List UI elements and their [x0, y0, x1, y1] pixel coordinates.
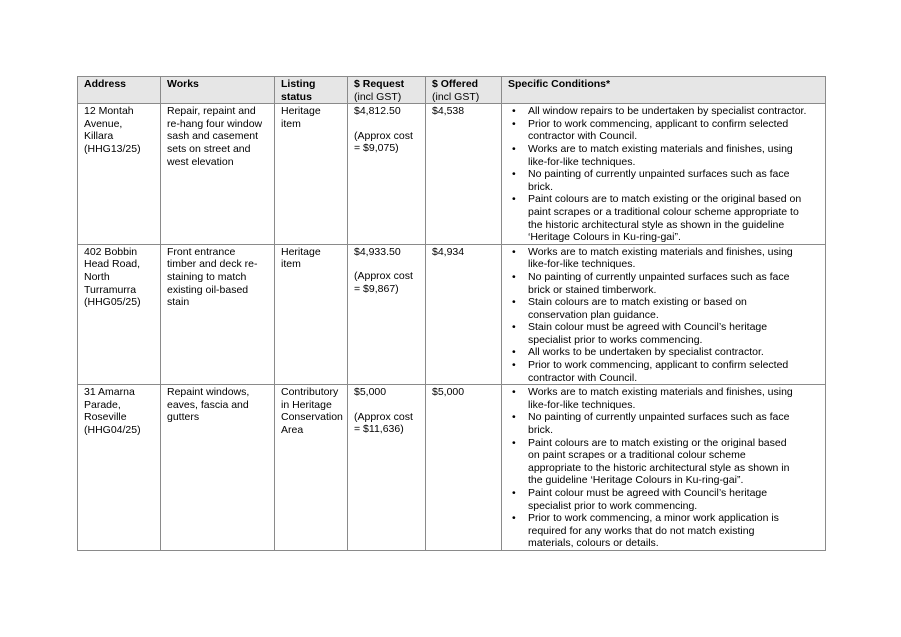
works-line: timber and deck re- — [167, 258, 258, 271]
works-line: west elevation — [167, 155, 234, 168]
approx-cost-line: (Approx cost — [354, 410, 413, 423]
header-listing-status: Listing status — [275, 77, 348, 104]
works-cell — [161, 385, 275, 551]
conditions-cell — [502, 104, 826, 245]
offered-cell — [426, 385, 502, 551]
status-line: in Heritage — [281, 398, 332, 411]
works-line: sash and casement — [167, 130, 259, 143]
condition-item: • Paint colours are to match existing or the original based on paint scrapes or a traditional colour scheme appropriate to the historic architectural style as shown in the guideline ‘Heritage Colours in Ku-ring-gai”. — [508, 193, 820, 243]
address-line: (HHG05/25) — [84, 296, 141, 309]
status-line: Area — [281, 424, 304, 437]
address-line: Avenue, — [84, 117, 123, 130]
status-line: Conservation — [281, 411, 343, 424]
works-line: eaves, fascia and — [167, 398, 249, 411]
works-line: Front entrance — [167, 245, 236, 258]
address-line: 12 Montah — [84, 105, 134, 118]
approx-cost-line: (Approx cost — [354, 270, 413, 283]
condition-item: • Prior to work commencing, applicant to confirm selected contractor with Council. — [508, 118, 820, 143]
works-line: stain — [167, 296, 190, 309]
request-cell — [348, 104, 426, 245]
works-line: re-hang four window — [167, 117, 263, 130]
status-line: Contributory — [281, 386, 339, 399]
condition-item: • No painting of currently unpainted surfaces such as face brick. — [508, 411, 820, 436]
request-amount: $4,812.50 — [354, 105, 401, 118]
condition-item: • Prior to work commencing, a minor work application is required for any works that do not match existing materials, colours or details. — [508, 512, 820, 550]
offered-amount: $5,000 — [432, 386, 465, 399]
header-request: $ Request (incl GST) — [348, 77, 426, 104]
request-amount: $4,933.50 — [354, 245, 401, 258]
status-line: item — [281, 258, 301, 271]
condition-item: • No painting of currently unpainted surfaces such as face brick or stained timberwork. — [508, 271, 820, 296]
approx-cost-line: = $9,867) — [354, 282, 399, 295]
condition-item: • Paint colours are to match existing or the original based on paint scrapes or a traditional colour scheme appropriate to the historic architectural style as shown in the guideline ‘Heritage Colours in Ku-ring-gai”. — [508, 437, 820, 487]
status-line: Heritage — [281, 245, 321, 258]
works-line: Repair, repaint and — [167, 105, 256, 118]
condition-item: • Stain colours are to match existing or based on conservation plan guidance. — [508, 296, 820, 321]
conditions-list — [508, 386, 820, 550]
condition-item: • Works are to match existing materials and finishes, using like-for-like techniques. — [508, 246, 820, 271]
address-line: Roseville — [84, 411, 127, 424]
address-line: Turramurra — [84, 283, 137, 296]
request-cell — [348, 244, 426, 385]
conditions-list — [508, 246, 820, 385]
conditions-cell — [502, 385, 826, 551]
conditions-cell — [502, 244, 826, 385]
header-specific-conditions: Specific Conditions* — [502, 77, 826, 104]
address-cell — [78, 385, 161, 551]
table-row — [78, 104, 826, 245]
works-line: existing oil-based — [167, 283, 249, 296]
address-line: Head Road, — [84, 258, 141, 271]
address-line: 402 Bobbin — [84, 245, 138, 258]
status-line: item — [281, 117, 301, 130]
condition-item: • Paint colour must be agreed with Council’s heritage specialist prior to work commencing. — [508, 487, 820, 512]
offered-cell — [426, 244, 502, 385]
listing-status-cell — [275, 104, 348, 245]
table-row — [78, 385, 826, 551]
listing-status-cell — [275, 385, 348, 551]
request-cell — [348, 385, 426, 551]
approx-cost-line: (Approx cost — [354, 129, 413, 142]
address-line: (HHG04/25) — [84, 424, 141, 437]
works-line: gutters — [167, 411, 200, 424]
condition-item: • Prior to work commencing, applicant to confirm selected contractor with Council. — [508, 359, 820, 384]
condition-item: • Works are to match existing materials and finishes, using like-for-like techniques. — [508, 386, 820, 411]
condition-item: • All window repairs to be undertaken by specialist contractor. — [508, 105, 820, 118]
condition-item: • All works to be undertaken by specialist contractor. — [508, 346, 820, 359]
address-cell — [78, 104, 161, 245]
offered-cell — [426, 104, 502, 245]
condition-item: • Works are to match existing materials and finishes, using like-for-like techniques. — [508, 143, 820, 168]
works-line: Repaint windows, — [167, 386, 250, 399]
address-line: Killara — [84, 130, 114, 143]
header-row — [78, 77, 826, 104]
header-offered: $ Offered (incl GST) — [426, 77, 502, 104]
works-cell — [161, 104, 275, 245]
conditions-list — [508, 105, 820, 244]
works-line: staining to match — [167, 270, 247, 283]
condition-item: • No painting of currently unpainted surfaces such as face brick. — [508, 168, 820, 193]
status-line: Heritage — [281, 105, 321, 118]
request-amount: $5,000 — [354, 386, 387, 399]
heritage-grants-table — [77, 76, 826, 551]
offered-amount: $4,934 — [432, 245, 465, 258]
approx-cost-line: = $9,075) — [354, 142, 399, 155]
address-line: North — [84, 270, 110, 283]
header-address: Address — [78, 77, 161, 104]
works-cell — [161, 244, 275, 385]
works-line: sets on street and — [167, 142, 251, 155]
offered-amount: $4,538 — [432, 105, 465, 118]
listing-status-cell — [275, 244, 348, 385]
condition-item: • Stain colour must be agreed with Council’s heritage specialist prior to works commencing. — [508, 321, 820, 346]
table-row — [78, 244, 826, 385]
address-line: Parade, — [84, 398, 121, 411]
address-cell — [78, 244, 161, 385]
address-line: (HHG13/25) — [84, 142, 141, 155]
approx-cost-line: = $11,636) — [354, 423, 404, 436]
header-works: Works — [161, 77, 275, 104]
address-line: 31 Amarna — [84, 386, 135, 399]
